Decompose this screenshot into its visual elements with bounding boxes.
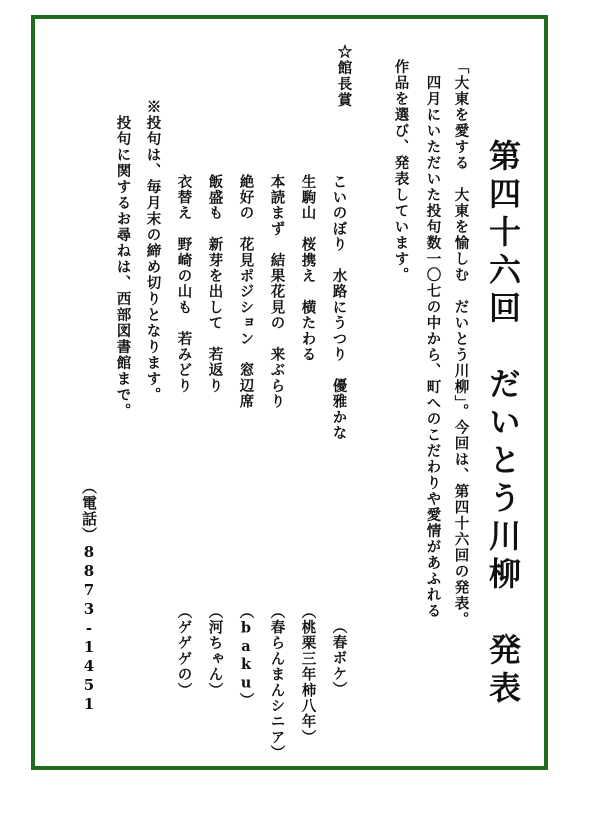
poem-author-3: （春らんまんシニア）	[268, 604, 286, 761]
intro-line-1: 「大東を愛する 大東を愉しむ だいとう川柳」。今回は、第四十六回の発表。	[452, 59, 470, 628]
poem-5: 飯盛も 新芽を出して 若返り	[206, 174, 224, 394]
note-deadline: ※投句は、毎月末の締め切りとなります。	[144, 99, 162, 403]
poem-4: 絶好の 花見ポジション 窓辺席	[237, 174, 255, 410]
intro-line-2: 四月にいただいた投句数一〇七の中から、町へのこだわりや愛情があふれる	[424, 59, 442, 619]
poem-1: こいのぼり 水路にうつり 優雅かな	[330, 174, 348, 441]
note-inquiry: 投句に関するお尋ねは、西部図書館まで。	[114, 99, 132, 419]
notice-frame	[31, 15, 548, 770]
poem-author-4: （baku）	[237, 604, 255, 709]
intro-line-3: 作品を選び、発表しています。	[392, 59, 410, 283]
poem-author-2: （桃栗三年柿八年）	[299, 604, 317, 746]
award-heading: ☆館長賞	[335, 44, 353, 108]
poem-3: 本読まず 結果花見の 来ぶらり	[268, 174, 286, 410]
poem-author-6: （ゲゲゲの）	[175, 604, 193, 699]
poem-author-5: （河ちゃん）	[206, 604, 224, 699]
poem-2: 生駒山 桜携え 横たわる	[299, 174, 317, 363]
poem-6: 衣替え 野崎の山も 若みどり	[175, 174, 193, 394]
poem-author-1: （春ボケ）	[330, 619, 348, 698]
page-title: 第四十六回 だいとう川柳 発表	[484, 139, 522, 709]
phone-number: （電話）8873-1451	[80, 479, 98, 714]
